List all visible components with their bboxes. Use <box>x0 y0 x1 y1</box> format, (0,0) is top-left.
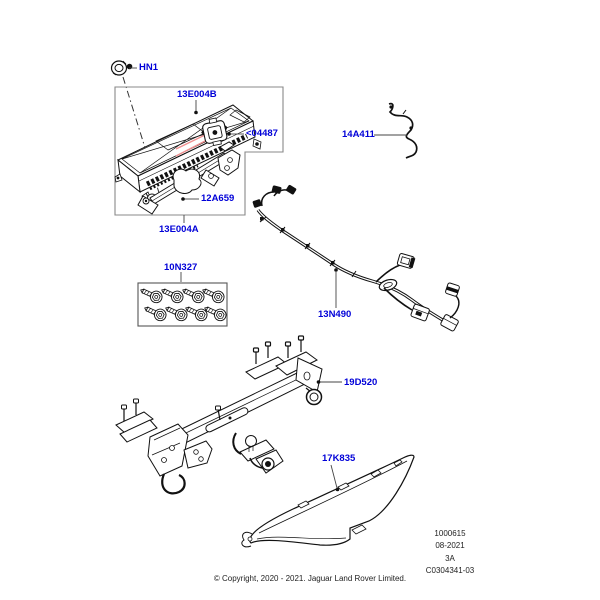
bracket-grommet-boot <box>173 169 201 193</box>
callout-hn1[interactable]: HN1 <box>139 62 159 73</box>
callout-14a411[interactable]: 14A411 <box>342 129 375 140</box>
callout-12a659[interactable]: 12A659 <box>201 193 235 204</box>
drawing-code: C0304341-03 <box>425 566 475 576</box>
callout-13e004a[interactable]: 13E004A <box>159 224 199 235</box>
callout-17k835[interactable]: 17K835 <box>322 453 356 464</box>
bolt-kit-10n327-drawing <box>138 283 228 326</box>
callout-19d520[interactable]: 19D520 <box>344 377 378 388</box>
callout-10n327[interactable]: 10N327 <box>164 262 198 273</box>
towbar-hook <box>162 474 184 493</box>
issue-date: 08-2021 <box>435 541 465 551</box>
sheet-number: 1000615 <box>434 529 466 538</box>
copyright-notice: © Copyright, 2020 - 2021. Jaguar Land Rover Limited. <box>213 574 407 583</box>
revision-code: 3A <box>445 553 455 563</box>
harness-13n490-drawing <box>252 184 460 331</box>
callout-04487[interactable]: <04487 <box>246 128 278 139</box>
callout-13e004b[interactable]: 13E004B <box>177 89 217 100</box>
hitch-ball <box>246 436 257 447</box>
drawing-info-block <box>400 528 500 578</box>
antenna-cable-14a411-drawing <box>389 104 417 158</box>
callout-13n490[interactable]: 13N490 <box>318 309 352 320</box>
towbar-19d520-drawing <box>116 336 322 493</box>
